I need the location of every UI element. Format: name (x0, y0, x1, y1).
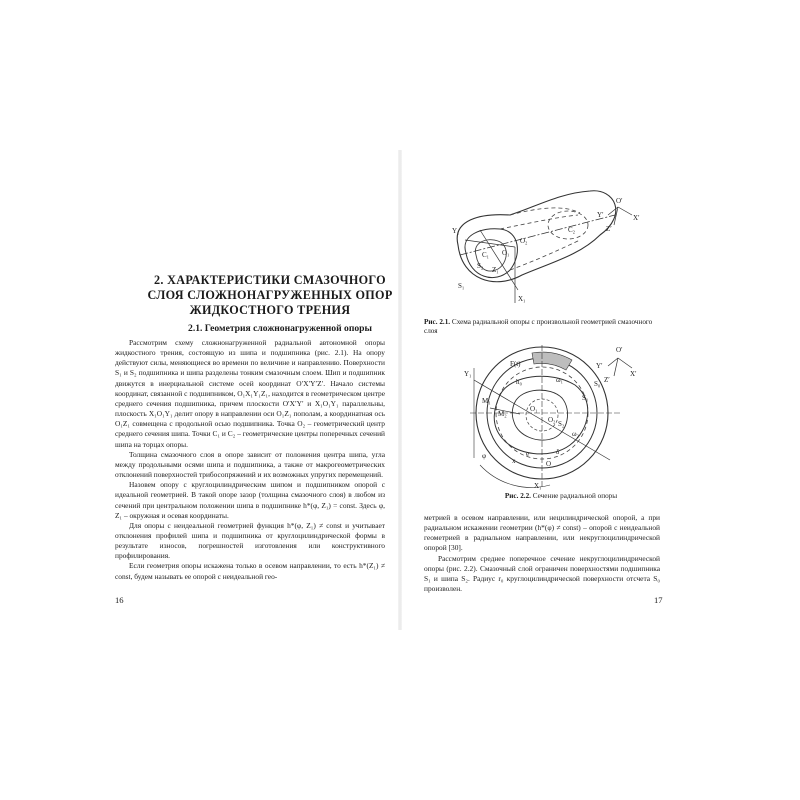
label-x1: X₁ (518, 295, 526, 303)
bearing-section-diagram (460, 340, 640, 490)
label-o-prime: O′ (616, 197, 623, 205)
label-f: F(t) (510, 360, 521, 368)
label-e: e (526, 450, 530, 458)
paragraph: Рассмотрим среднее поперечное сечение некруглоцилиндрической опоры (рис. 2.2). Смазочный слой ограничен поверхностями подшипника S₁ и шипа S₂. Радиус r₀ круглоцилиндрической поверхности отсчета S₀ произволен. (424, 553, 660, 594)
label-s2: S₂ (558, 420, 565, 428)
label-y-prime: Y′ (596, 362, 603, 370)
label-o: O (546, 460, 552, 468)
label-c1: C₁ (482, 251, 490, 259)
label-s1: S₁ (458, 282, 465, 290)
label-h0: h₀ (516, 378, 522, 386)
label-z1: Z₁ (492, 266, 499, 274)
label-o-prime: O′ (616, 346, 623, 354)
figure-2-1-caption: Рис. 2.1. Схема радиальной опоры с произвольной геометрией смазочного слоя (424, 318, 653, 335)
section-title: 2.1. Геометрия сложнонагруженной опоры (188, 323, 372, 334)
label-o1: O₁ (502, 249, 510, 257)
left-text-column (115, 338, 385, 582)
label-z-prime: Z′ (604, 376, 610, 384)
label-s0: S₀ (594, 380, 601, 388)
paragraph: метрией в осевом направлении, или нецилиндрической опорой, а при радиальном искажении геометрии (h*(φ) ≠ const) – опорой с неидеальной геометрией в радиальном направлении, или некруглоцилиндрической опорой [30]. (424, 513, 660, 553)
paragraph: Если геометрия опоры искажена только в осевом направлении, то есть h*(Z₁) ≠ const, будем называть ее опорой с неидеальной гео- (115, 561, 385, 581)
label-x: x (512, 457, 516, 465)
label-x1: X₁ (534, 482, 542, 490)
label-omega1: ω₁ (556, 376, 564, 384)
paragraph: Для опоры с неидеальной геометрией функция h*(φ, Z₁) ≠ const и учитывает отклонения профилей шипа и подшипника от круглоцилиндрической формы в результате износов, погрешностей изготовления или конструктивного профилирования. (115, 520, 385, 561)
figure-2-2-caption: Рис. 2.2. Сечение радиальной опоры (504, 492, 618, 500)
paragraph: Назовем опору с круглоцилиндрическим шипом и подшипником опорой с идеальной геометрией. В такой опоре зазор (толщина смазочного слоя) в любом из сечений при центральном положении шипа в подшипнике h*(φ, Z₁) = const. Здесь φ, Z₁ – окружная и осевая координаты. (115, 480, 385, 520)
label-y1: Y₁ (464, 370, 472, 378)
label-m2: M₂ (498, 410, 507, 418)
page-number: 17 (654, 595, 663, 605)
paragraph: Рассмотрим схему сложнонагруженной радиальной автономной опоры жидкостного трения, состоящую из шипа и подшипника (рис. 2.1). На опору действуют силы, меняющиеся во времени по величине и направлению. Поверхности S₁ и S₂ подшипника и шипа разделены тонким смазочным слоем. Шип и подшипник движутся в инерциальной системе осей координат O′X′Y′Z′. Начало системы координат, связанной с подшипником, O₁X₁Y₁Z₁, находится в геометрическом центре среднего сечения подшипника, причем плоскости O′X′Y′ и X₁O₁Y₁ параллельны, плоскость X₁O₁Y₁ делит опору в направлении оси O₁Z₁ пополам, а координатная ось O₁Z₁ совмещена с продольной осью подшипника. Точка O₂ – геометрический центр среднего сечения шипа. Точки C₁ и C₂ – геометрические центры поперечных сечений шипа на торцах опоры. (115, 338, 385, 449)
figure-2-1 (440, 185, 655, 310)
paragraph: Толщина смазочного слоя в опоре зависит от положения центра шипа, угла между продольными осями шипа и подшипника, а также от макрогеометрических отклонений поверхностей трибосопряжений и их возможных упругих перемещений. (115, 449, 385, 480)
label-x-prime: X′ (630, 370, 637, 378)
chapter-title: 2. ХАРАКТЕРИСТИКИ СМАЗОЧНОГО СЛОЯ СЛОЖНОНАГРУЖЕННЫХ ОПОР ЖИДКОСТНОГО ТРЕНИЯ (147, 273, 393, 317)
right-text-column (424, 513, 660, 594)
label-delta: δ (556, 448, 560, 456)
label-o2: O₂ (520, 237, 528, 245)
label-x-prime: X′ (633, 214, 640, 222)
bearing-scheme-diagram (440, 185, 655, 310)
page-number: 16 (115, 595, 124, 605)
figure-2-2 (460, 340, 640, 490)
label-m1: M₁ (482, 397, 491, 405)
label-s1: S₁ (582, 394, 589, 402)
label-phi: φ (482, 452, 487, 460)
label-z-prime: Z′ (606, 225, 612, 233)
label-c2: C₂ (568, 226, 576, 234)
label-s2: S₂ (477, 262, 484, 270)
label-omega2: ω₂ (572, 430, 580, 438)
label-o2: O₂ (548, 416, 556, 424)
label-y-prime: Y′ (597, 211, 604, 219)
label-y1: Y₁ (452, 227, 460, 235)
label-o1: O₁ (530, 405, 538, 413)
